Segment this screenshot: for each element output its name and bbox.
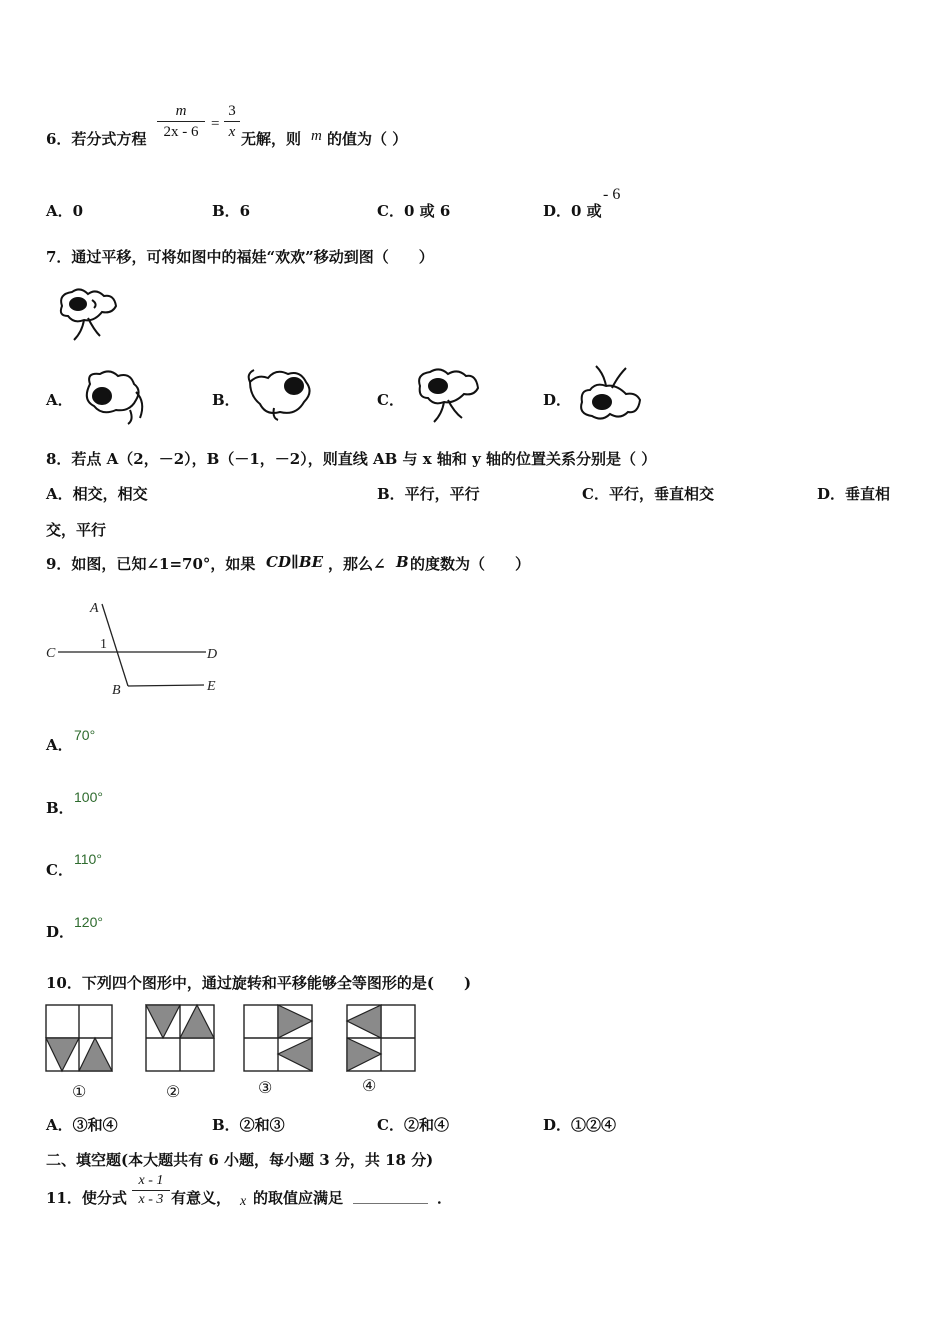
- q6-fraction-3-over-x: [224, 102, 240, 141]
- q8-option-a[interactable]: A．相交，相交: [46, 485, 148, 503]
- q10-option-a[interactable]: A．③和④: [46, 1116, 118, 1134]
- q9-option-c[interactable]: C．: [46, 861, 73, 879]
- q8-option-d-continuation: 交，平行: [46, 521, 107, 539]
- q6-prefix: 6．若分式方程: [46, 130, 147, 148]
- q6-frac2-numerator: 3: [228, 103, 236, 119]
- q11-end: ．: [437, 1189, 453, 1207]
- fraction-bar: [132, 1190, 170, 1191]
- q9-option-b-value: 100°: [74, 789, 103, 805]
- q9-stem-part3: ，那么∠: [328, 555, 386, 573]
- q6-frac1-numerator: m: [175, 103, 187, 119]
- q6-option-d[interactable]: D．0 或: [543, 202, 602, 220]
- q10-figure-1: [45, 1004, 115, 1074]
- q6-suffix2: 的值为（ ）: [327, 130, 408, 148]
- q6-option-b[interactable]: B．6: [212, 202, 251, 220]
- q9-stem-parallel: CD∥BE: [266, 553, 323, 571]
- label-e: E: [207, 679, 216, 694]
- q6-frac2-denominator: x: [228, 124, 236, 140]
- q11-suffix: 的取值应满足: [253, 1189, 344, 1207]
- q7-stem: 7．通过平移，可将如图中的福娃“欢欢”移动到图（ ）: [46, 248, 434, 266]
- q11-variable-x: x: [240, 1194, 247, 1209]
- q6-variable-m: m: [311, 128, 322, 144]
- q8-stem: 8．若点 A（2，－2），B（－1，－2），则直线 AB 与 x 轴和 y 轴的位置关系分别是（ ）: [46, 450, 657, 468]
- q8-option-c[interactable]: C．平行，垂直相交: [582, 485, 714, 503]
- fuwa-reference-image: [54, 286, 124, 346]
- q8-option-b[interactable]: B．平行，平行: [377, 485, 480, 503]
- q7-option-a[interactable]: A．: [46, 391, 73, 409]
- q9-option-c-value: 110°: [74, 851, 102, 867]
- q6-fraction-m-over-2x-6: [157, 102, 205, 141]
- q10-figure-3-label: ③: [258, 1078, 273, 1097]
- line-be: [128, 685, 204, 686]
- q10-figure-2: [145, 1004, 217, 1074]
- label-a: A: [90, 601, 99, 616]
- fuwa-option-a-image: [80, 366, 150, 426]
- q10-figure-4: [346, 1004, 418, 1074]
- fuwa-option-d-image: [574, 362, 648, 424]
- q9-stem-angle-b: B: [396, 553, 409, 571]
- q9-option-d[interactable]: D．: [46, 923, 75, 941]
- q6-option-a[interactable]: A．0: [46, 202, 84, 220]
- q10-option-d[interactable]: D．①②④: [543, 1116, 617, 1134]
- fuwa-option-b-image: [244, 364, 318, 424]
- q9-option-a-value: 70°: [74, 727, 96, 743]
- q11-frac-denominator: x - 3: [138, 1192, 164, 1207]
- section-2-title: 二、填空题(本大题共有 6 小题，每小题 3 分，共 18 分): [46, 1151, 434, 1169]
- label-d: D: [207, 647, 218, 662]
- q11-prefix: 11．使分式: [46, 1189, 127, 1207]
- q10-option-b[interactable]: B．②和③: [212, 1116, 285, 1134]
- q9-option-b[interactable]: B．: [46, 799, 74, 817]
- fraction-bar: [224, 121, 240, 122]
- q11-frac-numerator: x - 1: [138, 1173, 164, 1188]
- q9-stem-part1: 9．如图，已知∠1=70°，如果: [46, 555, 256, 573]
- q11-mid: 有意义，: [171, 1189, 232, 1207]
- q9-stem-part5: 的度数为（ ）: [410, 555, 531, 573]
- q9-option-d-value: 120°: [74, 914, 103, 930]
- q10-figure-4-label: ④: [362, 1076, 377, 1095]
- q7-option-d[interactable]: D．: [543, 391, 572, 409]
- angle-1-label: 1: [100, 637, 107, 652]
- q10-stem: 10．下列四个图形中，通过旋转和平移能够全等图形的是( ): [46, 974, 472, 992]
- q6-option-d-value: - 6: [603, 186, 621, 203]
- q11-answer-blank[interactable]: __________: [353, 1186, 428, 1204]
- q10-figure-2-label: ②: [166, 1082, 181, 1101]
- q11-fraction: [132, 1173, 170, 1208]
- label-c: C: [46, 646, 56, 661]
- fuwa-option-c-image: [412, 366, 486, 426]
- q6-frac1-denominator: 2x - 6: [163, 124, 199, 140]
- q7-option-b[interactable]: B．: [212, 391, 240, 409]
- q9-option-a[interactable]: A．: [46, 736, 73, 754]
- q10-figure-3: [243, 1004, 315, 1074]
- q7-option-c[interactable]: C．: [377, 391, 404, 409]
- q6-equals-sign: =: [211, 116, 220, 132]
- q10-option-c[interactable]: C．②和④: [377, 1116, 449, 1134]
- q9-geometry-figure: [44, 596, 224, 700]
- q8-option-d[interactable]: D．垂直相: [817, 485, 891, 503]
- label-b: B: [112, 683, 121, 698]
- fraction-bar: [157, 121, 205, 122]
- q6-suffix: 无解，则: [241, 130, 302, 148]
- q10-figure-1-label: ①: [72, 1082, 87, 1101]
- q6-option-c[interactable]: C．0 或 6: [377, 202, 451, 220]
